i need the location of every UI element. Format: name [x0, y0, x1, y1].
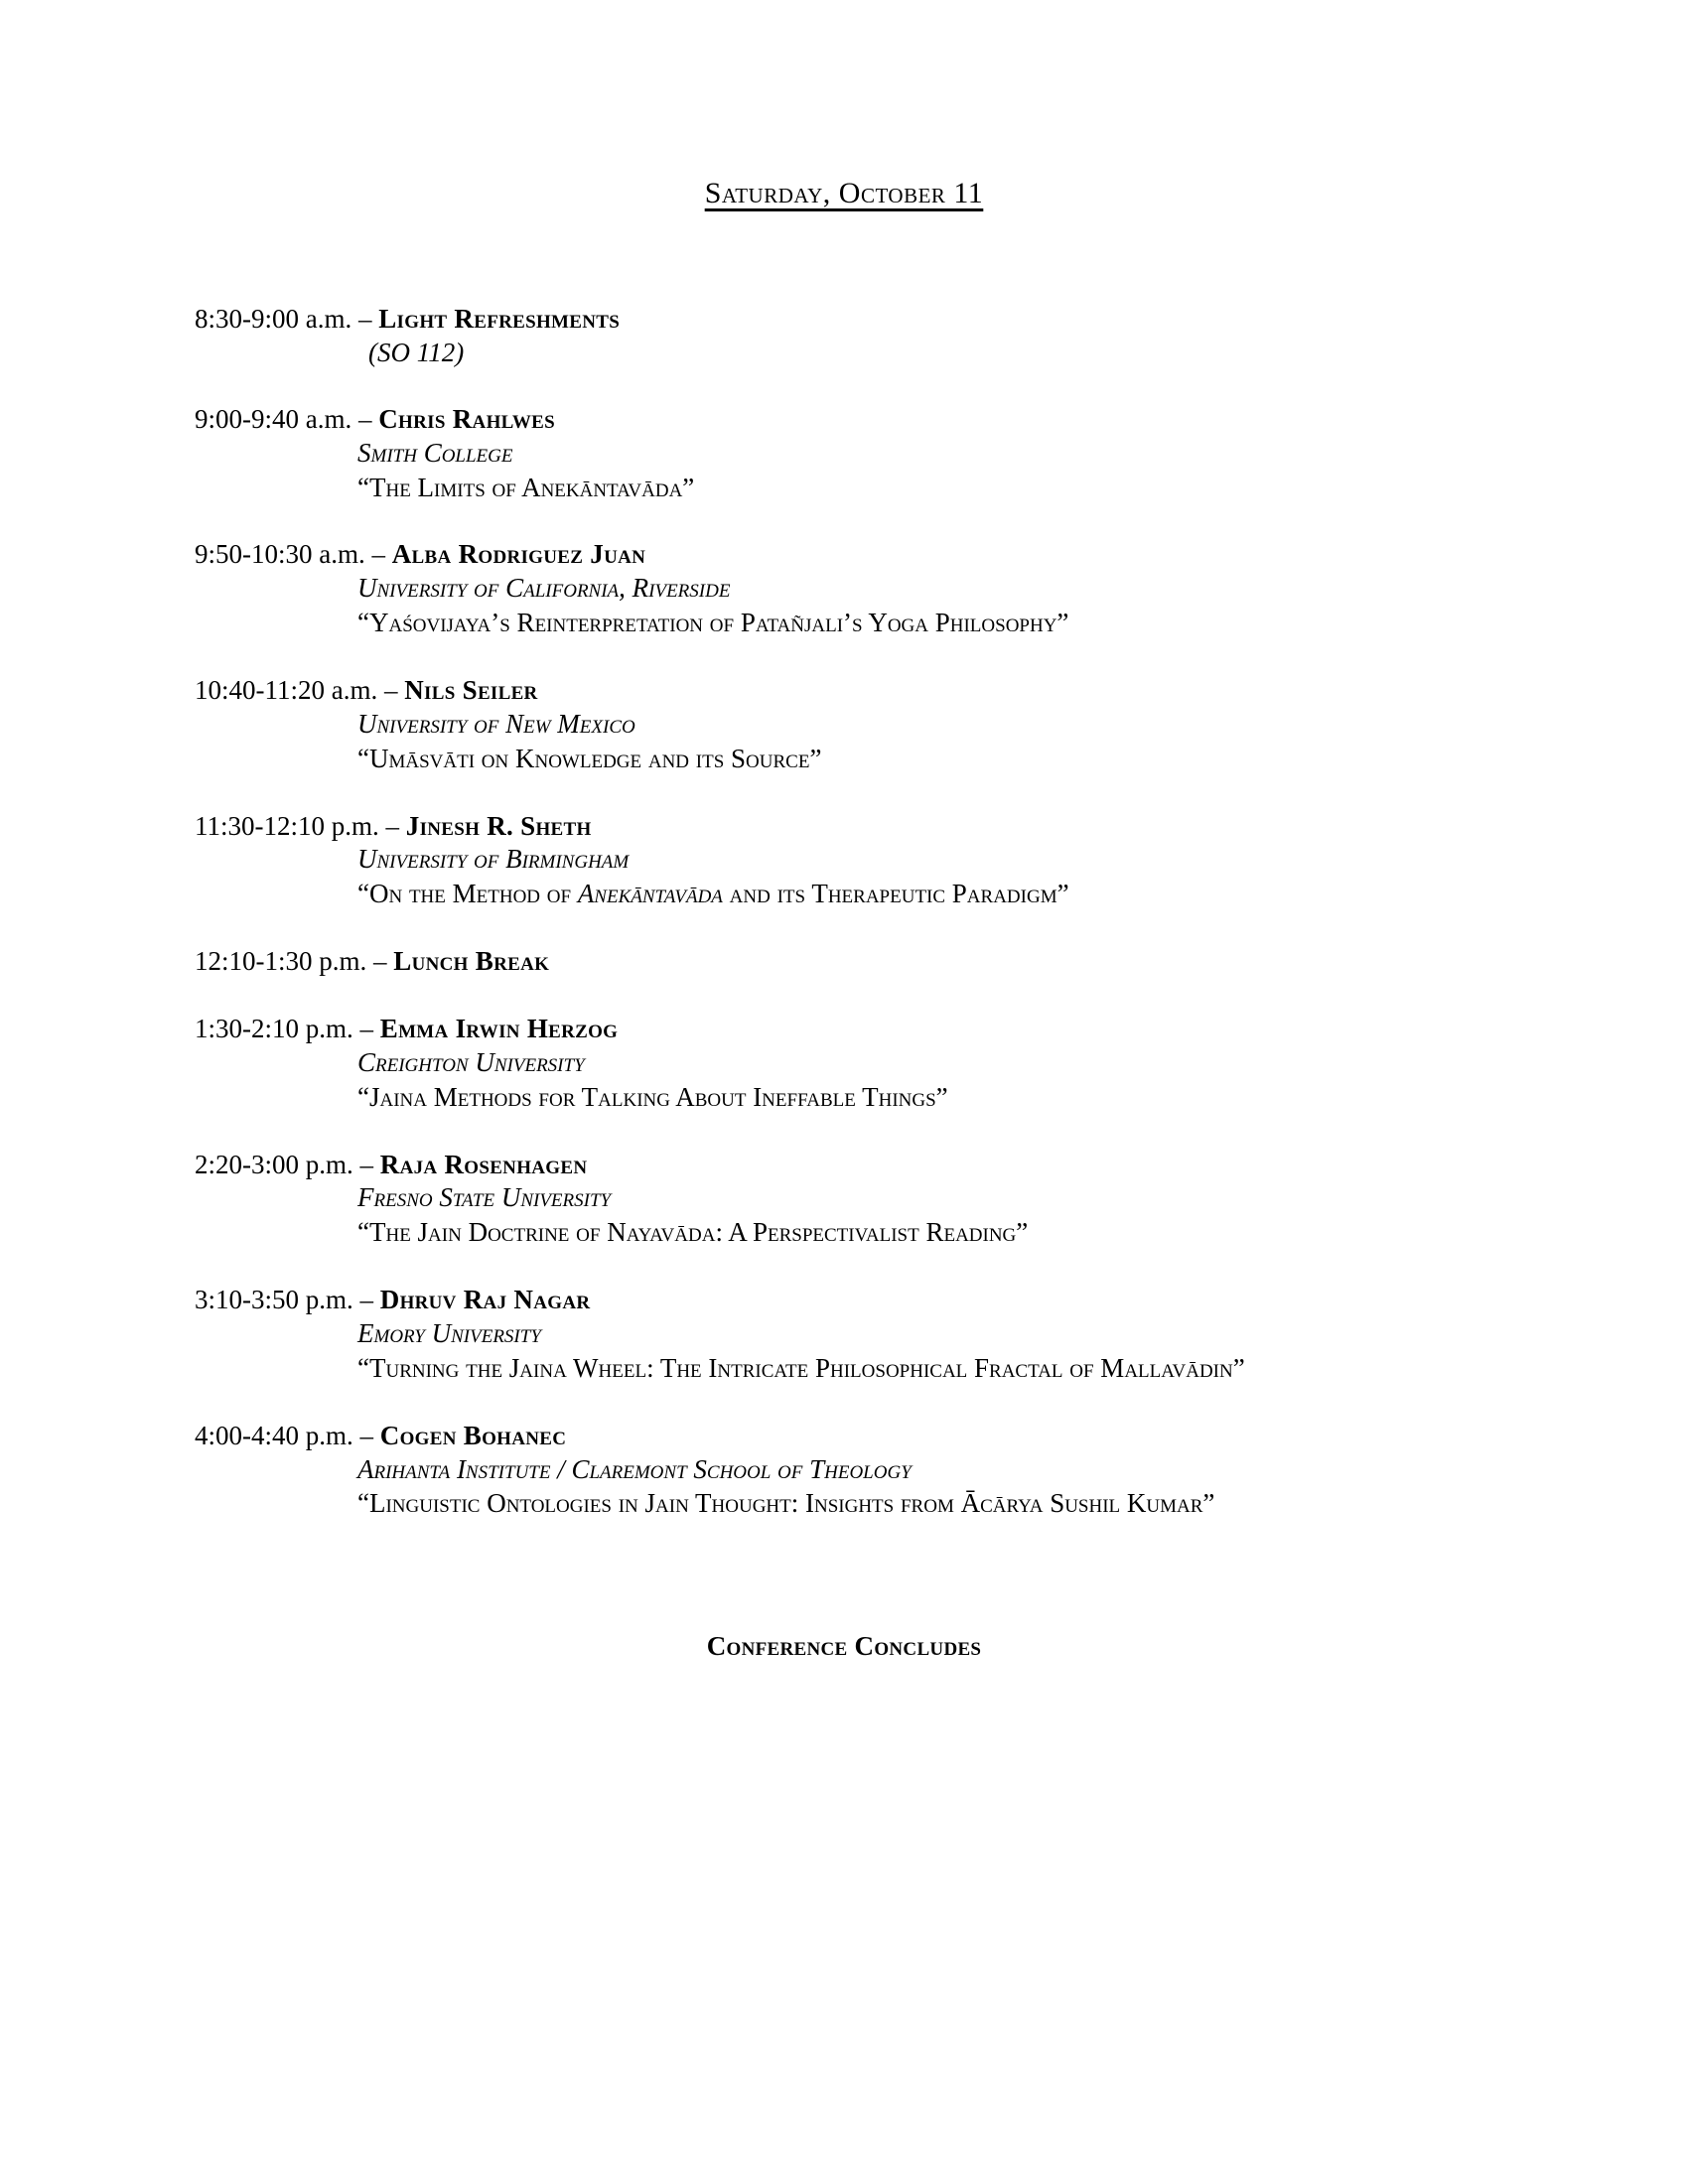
schedule-entry [195, 946, 1420, 978]
entry-details [195, 573, 1420, 639]
entry-header [195, 404, 1420, 436]
schedule-entry [195, 1014, 1420, 1114]
entry-affiliation: University of California, Riverside [357, 573, 731, 604]
entry-time: 9:50-10:30 [195, 539, 313, 570]
entry-ampm: a.m. [305, 403, 352, 434]
schedule-entry [195, 304, 1420, 368]
entry-time: 2:20-3:00 [195, 1149, 299, 1179]
entry-paper-title: “Turning the Jaina Wheel: The Intricate Philosophical Fractal of Mallavādin” [357, 1352, 1245, 1383]
entry-header [195, 675, 1420, 707]
entry-affiliation: University of New Mexico [357, 708, 635, 739]
entry-header [195, 539, 1420, 571]
entry-venue: (SO 112) [368, 337, 465, 367]
entry-time: 3:10-3:50 [195, 1285, 299, 1315]
entry-dash: – [373, 946, 387, 977]
entry-person: Jinesh R. Sheth [405, 810, 592, 841]
entry-header [195, 1285, 1420, 1316]
entry-ampm: a.m. [331, 675, 378, 706]
entry-ampm: a.m. [319, 539, 365, 570]
entry-person: Lunch Break [393, 946, 550, 977]
entry-paper-title: “Jaina Methods for Talking About Ineffable Things” [357, 1081, 948, 1112]
schedule-entry [195, 675, 1420, 775]
entry-dash: – [358, 304, 372, 334]
conference-concludes-footer: Conference Concludes [706, 1631, 982, 1662]
entry-time: 9:00-9:40 [195, 403, 299, 434]
paper-prefix: “On the Method of [357, 879, 578, 909]
entry-dash: – [359, 1285, 374, 1315]
entry-details [195, 1182, 1420, 1249]
entry-time: 4:00-4:40 [195, 1420, 299, 1450]
entry-paper-title: “Linguistic Ontologies in Jain Thought: Insights from Ācārya Sushil Kumar” [357, 1488, 1215, 1519]
entry-header [195, 1014, 1420, 1045]
entry-ampm: p.m. [319, 946, 367, 977]
entry-dash: – [359, 1420, 374, 1450]
entry-person: Dhruv Raj Nagar [379, 1285, 591, 1315]
entry-time: 11:30-12:10 [195, 810, 325, 841]
entry-ampm: p.m. [331, 810, 379, 841]
paper-suffix: and its Therapeutic Paradigm” [722, 879, 1069, 909]
entry-header [195, 1150, 1420, 1181]
entry-dash: – [359, 1149, 374, 1179]
paper-italic-term: Anekāntavāda [577, 879, 723, 909]
schedule-list [0, 304, 1688, 1520]
page-title-text: Saturday, October 11 [704, 177, 984, 209]
entry-affiliation: University of Birmingham [357, 844, 630, 875]
schedule-entry [195, 1421, 1420, 1521]
entry-affiliation: Fresno State University [357, 1182, 612, 1213]
entry-time: 10:40-11:20 [195, 675, 325, 706]
entry-dash: – [384, 675, 398, 706]
entry-person: Emma Irwin Herzog [379, 1014, 619, 1044]
entry-person: Chris Rahlwes [378, 403, 556, 434]
entry-person: Alba Rodriguez Juan [391, 539, 646, 570]
entry-details [195, 1454, 1420, 1521]
entry-time: 8:30-9:00 [195, 304, 299, 334]
entry-ampm: p.m. [305, 1285, 353, 1315]
entry-paper-title: “Yaśovijaya’s Reinterpretation of Patañjali’s Yoga Philosophy” [357, 608, 1069, 638]
entry-dash: – [359, 1014, 374, 1044]
entry-ampm: a.m. [305, 304, 352, 334]
entry-person: Light Refreshments [378, 304, 621, 334]
entry-details [195, 438, 1420, 504]
entry-header [195, 304, 1420, 336]
entry-paper-title [357, 879, 1420, 910]
entry-time: 1:30-2:10 [195, 1014, 299, 1044]
entry-paper-title: “The Jain Doctrine of Nayavāda: A Perspectivalist Reading” [357, 1217, 1029, 1248]
schedule-entry [195, 404, 1420, 504]
entry-affiliation: Arihanta Institute / Claremont School of Theology [357, 1453, 912, 1484]
entry-dash: – [371, 539, 385, 570]
entry-details [195, 709, 1420, 775]
schedule-entry [195, 811, 1420, 911]
schedule-entry [195, 539, 1420, 639]
entry-affiliation: Smith College [357, 437, 513, 468]
entry-paper-title: “Umāsvāti on Knowledge and its Source” [357, 743, 822, 773]
entry-dash: – [358, 403, 372, 434]
entry-details [195, 1047, 1420, 1114]
schedule-entry [195, 1150, 1420, 1250]
entry-time: 12:10-1:30 [195, 946, 313, 977]
entry-ampm: p.m. [305, 1014, 353, 1044]
entry-header [195, 946, 1420, 978]
entry-header [195, 811, 1420, 843]
entry-affiliation: Emory University [357, 1318, 541, 1349]
entry-details [195, 1318, 1420, 1385]
entry-header [195, 1421, 1420, 1452]
page-title [0, 179, 1688, 208]
schedule-entry [195, 1285, 1420, 1385]
entry-paper-title: “The Limits of Anekāntavāda” [357, 472, 695, 502]
entry-ampm: p.m. [305, 1149, 353, 1179]
entry-person: Raja Rosenhagen [379, 1149, 588, 1179]
entry-details [195, 844, 1420, 910]
entry-person: Cogen Bohanec [379, 1420, 567, 1450]
entry-ampm: p.m. [305, 1420, 353, 1450]
entry-person: Nils Seiler [404, 675, 538, 706]
entry-affiliation: Creighton University [357, 1046, 585, 1077]
entry-dash: – [385, 810, 400, 841]
